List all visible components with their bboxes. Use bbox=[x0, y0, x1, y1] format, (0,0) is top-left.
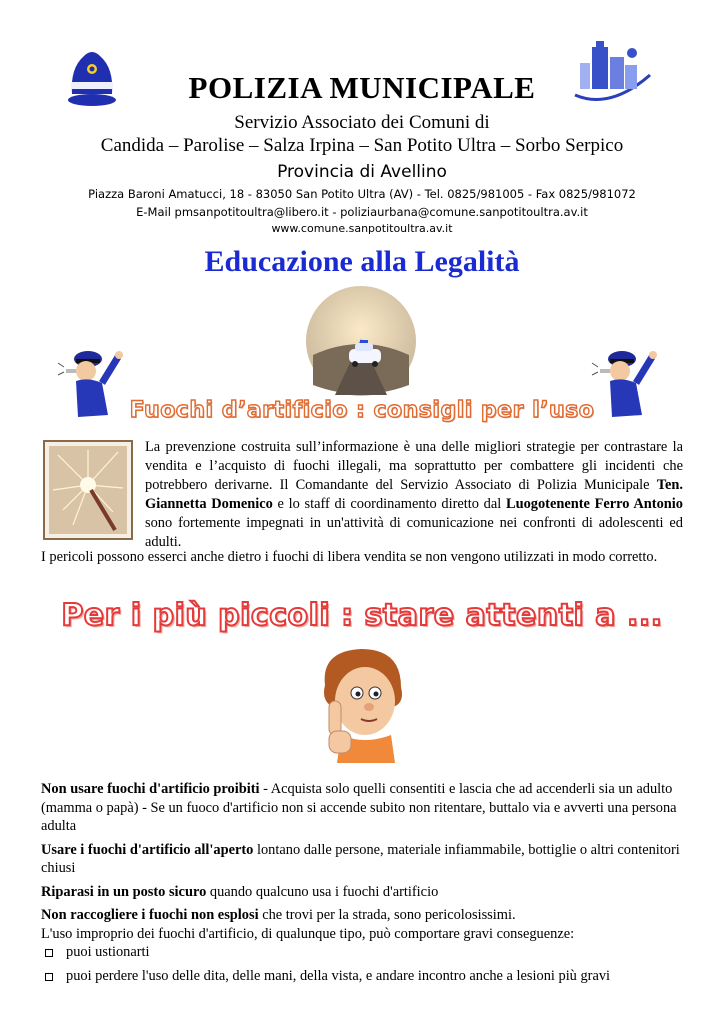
rule-item: Non raccogliere i fuochi non esplosi che trovi per la strada, sono pericolosissimi. bbox=[41, 907, 516, 923]
rule-item: Usare i fuochi d'artificio all'aperto lontano dalle persone, materiale infiammabile, bottiglie o altri contenitori chiusi bbox=[41, 841, 680, 876]
kids-heading: Per i più piccoli : stare attenti a ... bbox=[61, 598, 663, 633]
sparkler-image bbox=[43, 440, 133, 540]
page-title: POLIZIA MUNICIPALE bbox=[188, 70, 536, 105]
danger-paragraph: I pericoli possono esserci anche dietro i fuochi di libera vendita se non vengono utilizzati in modo corretto. bbox=[41, 549, 658, 565]
municipalities-line: Candida – Parolise – Salza Irpina – San Potito Ultra – Sorbo Serpico bbox=[100, 135, 624, 156]
service-line: Servizio Associato dei Comuni di bbox=[234, 112, 490, 133]
checkbox-bullet-icon bbox=[45, 949, 53, 957]
police-car-image bbox=[305, 285, 417, 397]
checkbox-bullet-icon bbox=[45, 973, 53, 981]
section-title: Educazione alla Legalità bbox=[204, 245, 520, 278]
address-line: Piazza Baroni Amatucci, 18 - 83050 San Potito Ultra (AV) - Tel. 0825/981005 - Fax 0825/981072 bbox=[88, 187, 636, 201]
rule-item: Non usare fuochi d'artificio proibiti - Acquista solo quelli consentiti e lascia che ad accenderli sia un adulto (mamma o papà) - Se un fuoco d'artificio non si accende subito non ritentare, buttalo via e avverti una persona adulta bbox=[41, 781, 677, 834]
intro-paragraph: La prevenzione costruita sull’informazione è una delle migliori strategie per contrastare la vendita e l’acquisto di fuochi illegali, ma soprattutto per combattere gli incidenti che potrebbero derivarne. Il Comandante del Servizio Associato di Polizia Municipale Ten. Giannetta Domenico e lo staff di coordinamento diretto dal Luogotenente Ferro Antonio sono fortemente impegnati in un'attività di comunicazione nei confronti di adolescenti ed adulti. bbox=[145, 439, 683, 550]
bullet-item: puoi perdere l'uso delle dita, delle mani, della vista, e andare incontro anche a lesioni più gravi bbox=[41, 967, 686, 986]
thinking-boy-image bbox=[313, 643, 413, 768]
consequences-intro: L'uso improprio dei fuochi d'artificio, di qualunque tipo, può comportare gravi conseguenze: bbox=[41, 925, 575, 942]
bullet-item: puoi ustionarti bbox=[41, 943, 686, 962]
email-line: E-Mail pmsanpotitoultra@libero.it - poliziaurbana@comune.sanpotitoultra.av.it bbox=[136, 205, 588, 219]
rules-list bbox=[41, 780, 686, 990]
province-line: Provincia di Avellino bbox=[277, 162, 447, 182]
fireworks-heading: Fuochi d’artificio : consigli per l’uso bbox=[129, 398, 595, 423]
rule-item: Riparasi in un posto sicuro quando qualcuno usa i fuochi d'artificio bbox=[41, 883, 439, 900]
website-line: www.comune.sanpotitoultra.av.it bbox=[271, 222, 453, 235]
